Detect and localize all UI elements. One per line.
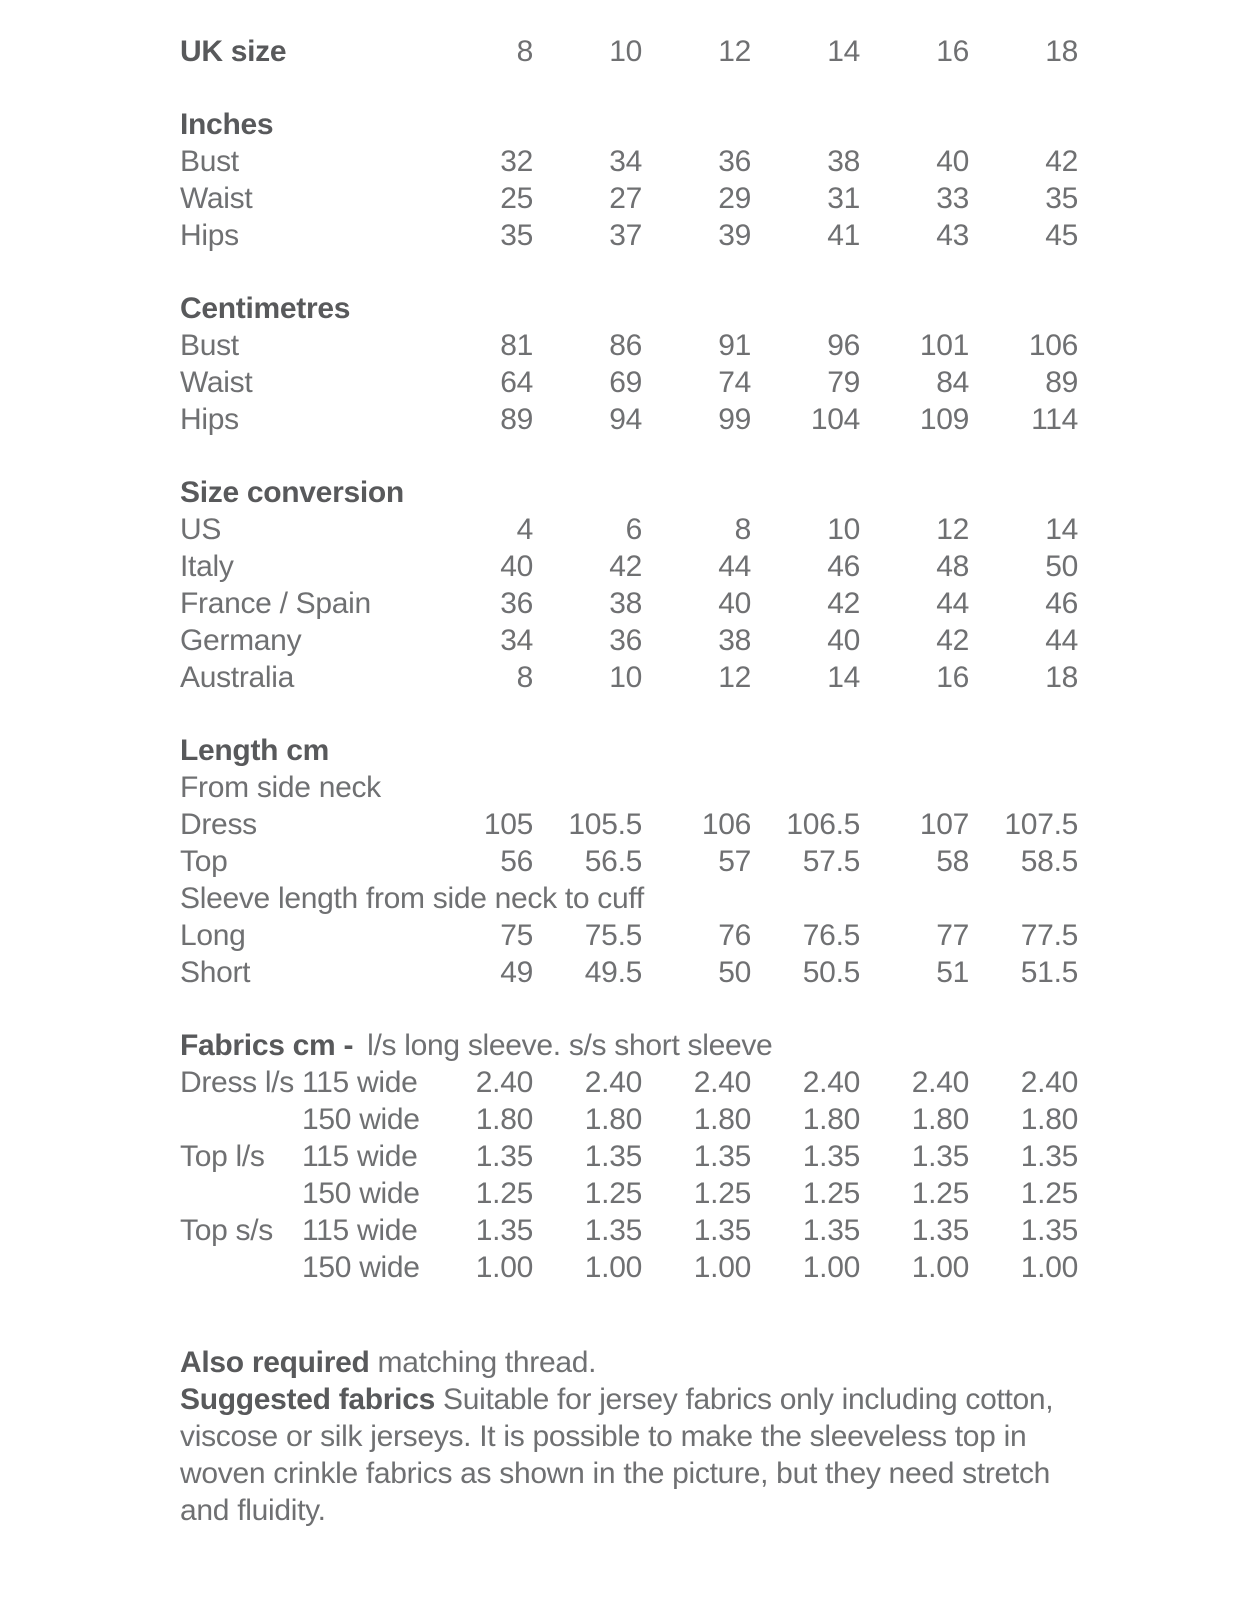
value-cell: 1.35 [475,1214,533,1247]
table-row [180,917,1240,954]
value-cell: 96 [827,329,860,362]
value-cell: 1.35 [693,1214,751,1247]
value-cell: 50 [718,956,751,989]
size-conversion-heading: Size conversion [180,476,404,509]
value-cell: 1.35 [693,1140,751,1173]
value-cell: 1.80 [802,1103,860,1136]
length-heading-row [180,732,1240,769]
fabric-item-label: Top s/s [180,1214,273,1247]
fabric-width-label: 150 wide [302,1177,420,1210]
value-cell: 1.80 [584,1103,642,1136]
value-cell: 86 [609,329,642,362]
fabric-width-label: 115 wide [302,1214,418,1247]
value-cell: 106 [1028,329,1078,362]
value-cell: 107.5 [1004,808,1078,841]
fabric-item-label: Dress l/s [180,1066,294,1099]
uk-size-value-cell: 8 [516,35,533,68]
length-subheading-sleeve: Sleeve length from side neck to cuff [180,882,644,915]
value-cell: 56 [500,845,533,878]
value-cell: 1.80 [475,1103,533,1136]
value-cell: 34 [500,624,533,657]
section-gap-large [180,1286,1240,1344]
value-cell: 101 [919,329,969,362]
length-section [180,732,1240,991]
value-cell: 12 [718,661,751,694]
value-cell: 1.25 [693,1177,751,1210]
row-values [424,622,1078,659]
value-cell: 99 [718,403,751,436]
length-subheading-neck-row [180,769,1240,806]
uk-size-value-cell: 12 [718,35,751,68]
value-cell: 29 [718,182,751,215]
value-cell: 51 [936,956,969,989]
row-values [424,143,1078,180]
table-row [180,327,1240,364]
row-label: Australia [180,661,295,694]
value-cell: 44 [936,587,969,620]
value-cell: 106 [701,808,751,841]
section-gap [180,254,1240,290]
value-cell: 58 [936,845,969,878]
value-cell: 1.00 [911,1251,969,1284]
value-cell: 6 [625,513,642,546]
table-row [180,585,1240,622]
value-cell: 35 [1045,182,1078,215]
notes-block [180,1344,1090,1529]
row-values [424,917,1078,954]
value-cell: 31 [827,182,860,215]
value-cell: 1.35 [911,1140,969,1173]
value-cell: 8 [516,661,533,694]
fabrics-heading-row [180,1027,1240,1064]
value-cell: 35 [500,219,533,252]
uk-size-row [180,33,1240,70]
value-cell: 57.5 [802,845,860,878]
value-cell: 1.25 [802,1177,860,1210]
row-label: Bust [180,145,239,178]
row-values [424,585,1078,622]
value-cell: 1.00 [475,1251,533,1284]
value-cell: 57 [718,845,751,878]
value-cell: 107 [919,808,969,841]
value-cell: 74 [718,366,751,399]
fabric-width-label: 150 wide [302,1251,420,1284]
value-cell: 76.5 [802,919,860,952]
row-label: France / Spain [180,587,371,620]
value-cell: 18 [1045,661,1078,694]
also-required-note [180,1344,1090,1381]
value-cell: 1.25 [475,1177,533,1210]
value-cell: 105.5 [568,808,642,841]
uk-size-label: UK size [180,35,287,68]
value-cell: 1.00 [693,1251,751,1284]
value-cell: 77.5 [1020,919,1078,952]
row-label: Dress [180,808,257,841]
section-gap [180,438,1240,474]
value-cell: 49.5 [584,956,642,989]
value-cell: 33 [936,182,969,215]
value-cell: 2.40 [475,1066,533,1099]
value-cell: 4 [516,513,533,546]
inches-heading-row [180,106,1240,143]
value-cell: 1.25 [584,1177,642,1210]
section-gap [180,696,1240,732]
table-row [180,217,1240,254]
value-cell: 42 [609,550,642,583]
value-cell: 50 [1045,550,1078,583]
value-cell: 32 [500,145,533,178]
row-values [424,1101,1078,1138]
table-row [180,843,1240,880]
row-label: Long [180,919,246,952]
table-row [180,1064,1240,1101]
value-cell: 48 [936,550,969,583]
length-subheading-neck: From side neck [180,771,381,804]
value-cell: 1.35 [802,1214,860,1247]
size-conversion-rows [180,511,1240,696]
value-cell: 34 [609,145,642,178]
value-cell: 1.80 [911,1103,969,1136]
fabrics-heading-legend: l/s long sleeve. s/s short sleeve [367,1029,773,1062]
row-values [424,843,1078,880]
value-cell: 39 [718,219,751,252]
table-row [180,401,1240,438]
fabrics-rows [180,1064,1240,1286]
table-row [180,548,1240,585]
table-row [180,180,1240,217]
value-cell: 27 [609,182,642,215]
value-cell: 84 [936,366,969,399]
value-cell: 1.80 [1020,1103,1078,1136]
table-row [180,511,1240,548]
also-required-label: Also required [180,1346,370,1379]
table-row [180,1138,1240,1175]
value-cell: 14 [827,661,860,694]
value-cell: 36 [718,145,751,178]
row-label: Germany [180,624,302,657]
value-cell: 14 [1045,513,1078,546]
value-cell: 46 [827,550,860,583]
value-cell: 50.5 [802,956,860,989]
row-values [424,180,1078,217]
row-label: Italy [180,550,234,583]
value-cell: 2.40 [911,1066,969,1099]
fabric-width-label: 115 wide [302,1066,418,1099]
value-cell: 44 [718,550,751,583]
value-cell: 69 [609,366,642,399]
value-cell: 51.5 [1020,956,1078,989]
row-values [424,954,1078,991]
uk-size-value-cell: 14 [827,35,860,68]
row-values [424,806,1078,843]
value-cell: 16 [936,661,969,694]
value-cell: 1.00 [1020,1251,1078,1284]
row-values [424,217,1078,254]
value-cell: 106.5 [786,808,860,841]
fabrics-section [180,1027,1240,1286]
value-cell: 40 [827,624,860,657]
value-cell: 49 [500,956,533,989]
uk-size-value-cell: 10 [609,35,642,68]
table-row [180,1212,1240,1249]
size-conversion-section [180,474,1240,696]
value-cell: 1.00 [802,1251,860,1284]
table-row [180,622,1240,659]
table-row [180,954,1240,991]
inches-rows [180,143,1240,254]
value-cell: 36 [609,624,642,657]
table-row [180,1249,1240,1286]
value-cell: 64 [500,366,533,399]
row-values [424,1212,1078,1249]
value-cell: 109 [919,403,969,436]
value-cell: 1.35 [584,1214,642,1247]
section-gap [180,991,1240,1027]
size-conversion-heading-row [180,474,1240,511]
uk-size-value-cell: 18 [1045,35,1078,68]
row-values [424,1138,1078,1175]
value-cell: 89 [500,403,533,436]
value-cell: 114 [1031,403,1078,436]
value-cell: 1.35 [475,1140,533,1173]
row-label: Top [180,845,228,878]
centimetres-heading-row [180,290,1240,327]
row-label: Waist [180,182,253,215]
value-cell: 81 [500,329,533,362]
value-cell: 1.35 [1020,1214,1078,1247]
value-cell: 42 [827,587,860,620]
value-cell: 38 [609,587,642,620]
value-cell: 76 [718,919,751,952]
length-heading: Length cm [180,734,329,767]
value-cell: 91 [718,329,751,362]
value-cell: 104 [810,403,860,436]
value-cell: 43 [936,219,969,252]
value-cell: 41 [827,219,860,252]
value-cell: 45 [1045,219,1078,252]
value-cell: 44 [1045,624,1078,657]
value-cell: 38 [827,145,860,178]
value-cell: 2.40 [802,1066,860,1099]
value-cell: 10 [609,661,642,694]
table-row [180,806,1240,843]
row-values [424,1064,1078,1101]
value-cell: 75.5 [584,919,642,952]
value-cell: 1.80 [693,1103,751,1136]
table-row [180,1101,1240,1138]
section-gap [180,70,1240,106]
value-cell: 1.35 [802,1140,860,1173]
fabrics-heading: Fabrics cm - [180,1029,354,1062]
suggested-fabrics-note [180,1381,1090,1529]
value-cell: 79 [827,366,860,399]
value-cell: 36 [500,587,533,620]
value-cell: 12 [936,513,969,546]
row-values [424,401,1078,438]
centimetres-section [180,290,1240,438]
row-values [424,364,1078,401]
row-values [424,548,1078,585]
value-cell: 1.35 [911,1214,969,1247]
row-values [424,1249,1078,1286]
inches-section [180,106,1240,254]
value-cell: 89 [1045,366,1078,399]
value-cell: 40 [500,550,533,583]
length-sleeve-rows [180,917,1240,991]
value-cell: 1.00 [584,1251,642,1284]
value-cell: 2.40 [1020,1066,1078,1099]
fabric-item-label: Top l/s [180,1140,265,1173]
fabric-width-label: 150 wide [302,1103,420,1136]
uk-size-values [424,33,1078,70]
value-cell: 1.35 [1020,1140,1078,1173]
length-neck-rows [180,806,1240,880]
table-row [180,364,1240,401]
value-cell: 56.5 [584,845,642,878]
row-values [424,327,1078,364]
row-label: Short [180,956,251,989]
value-cell: 58.5 [1020,845,1078,878]
row-values [424,511,1078,548]
value-cell: 42 [1045,145,1078,178]
uk-size-value-cell: 16 [936,35,969,68]
value-cell: 75 [500,919,533,952]
value-cell: 1.35 [584,1140,642,1173]
row-values [424,1175,1078,1212]
row-values [424,659,1078,696]
row-label: Hips [180,403,239,436]
centimetres-heading: Centimetres [180,292,351,325]
also-required-text: matching thread. [369,1346,597,1379]
table-row [180,1175,1240,1212]
table-row [180,143,1240,180]
value-cell: 38 [718,624,751,657]
centimetres-rows [180,327,1240,438]
row-label: Bust [180,329,239,362]
value-cell: 77 [936,919,969,952]
inches-heading: Inches [180,108,274,141]
value-cell: 1.25 [1020,1177,1078,1210]
value-cell: 1.25 [911,1177,969,1210]
value-cell: 8 [734,513,751,546]
table-row [180,659,1240,696]
value-cell: 46 [1045,587,1078,620]
fabric-width-label: 115 wide [302,1140,418,1173]
value-cell: 37 [609,219,642,252]
row-label: Waist [180,366,253,399]
value-cell: 2.40 [693,1066,751,1099]
value-cell: 42 [936,624,969,657]
value-cell: 2.40 [584,1066,642,1099]
value-cell: 10 [827,513,860,546]
row-label: US [180,513,222,546]
suggested-fabrics-label: Suggested fabrics [180,1383,435,1416]
value-cell: 94 [609,403,642,436]
value-cell: 40 [936,145,969,178]
suggested-fabrics-text: Suitable for jersey fabrics only including cotton, viscose or silk jerseys. It is possible to make the sleeveless top in woven crinkle fabrics as shown in the picture, but they need stretch and fluidity. [180,1383,1054,1527]
value-cell: 25 [500,182,533,215]
row-label: Hips [180,219,239,252]
value-cell: 105 [483,808,533,841]
length-subheading-sleeve-row [180,880,1240,917]
value-cell: 40 [718,587,751,620]
